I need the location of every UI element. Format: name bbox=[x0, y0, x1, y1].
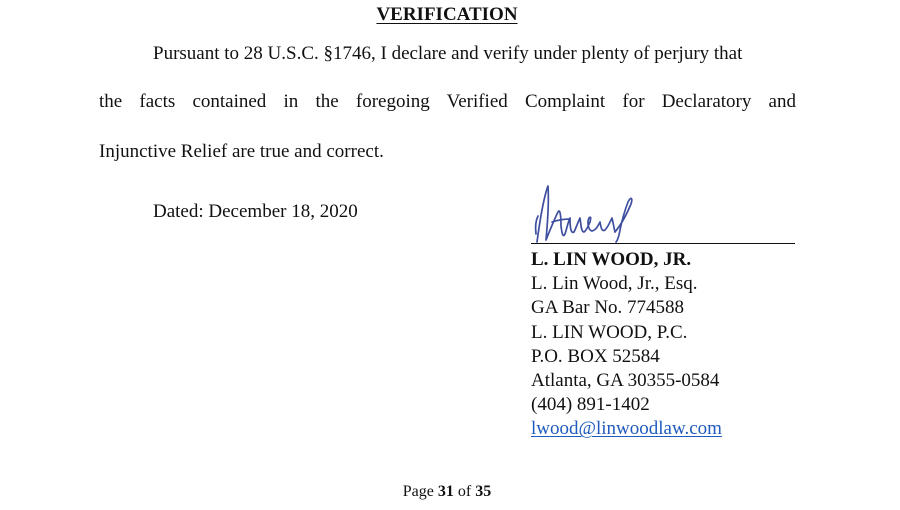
po-box: P.O. BOX 52584 bbox=[531, 345, 660, 367]
of-word: of bbox=[457, 483, 472, 500]
bar-number: GA Bar No. 774588 bbox=[531, 297, 685, 319]
city-state-zip: Atlanta, GA 30355-0584 bbox=[531, 370, 720, 392]
document-heading: VERIFICATION bbox=[376, 4, 518, 25]
signer-name-esq: L. Lin Wood, Jr., Esq. bbox=[531, 273, 698, 295]
signer-name-bold: L. LIN WOOD, JR. bbox=[531, 249, 692, 270]
paragraph-line-3: Injunctive Relief are true and correct. bbox=[99, 141, 384, 162]
firm-name: L. LIN WOOD, P.C. bbox=[531, 321, 688, 343]
phone-number: (404) 891-1402 bbox=[531, 394, 650, 416]
page-footer bbox=[0, 483, 894, 501]
email-link[interactable]: lwood@linwoodlaw.com bbox=[531, 418, 722, 440]
paragraph-line-1: Pursuant to 28 U.S.C. §1746, I declare and verify under plenty of perjury that bbox=[153, 43, 743, 64]
signature-line bbox=[531, 243, 795, 244]
page-word: Page bbox=[402, 483, 434, 500]
signature-block bbox=[531, 248, 722, 442]
page-total: 35 bbox=[475, 483, 492, 500]
dated-line: Dated: December 18, 2020 bbox=[153, 201, 358, 222]
page-number: 31 bbox=[437, 483, 454, 500]
handwritten-signature bbox=[530, 182, 640, 248]
paragraph-line-2: the facts contained in the foregoing Verified Complaint for Declaratory and bbox=[99, 91, 796, 112]
